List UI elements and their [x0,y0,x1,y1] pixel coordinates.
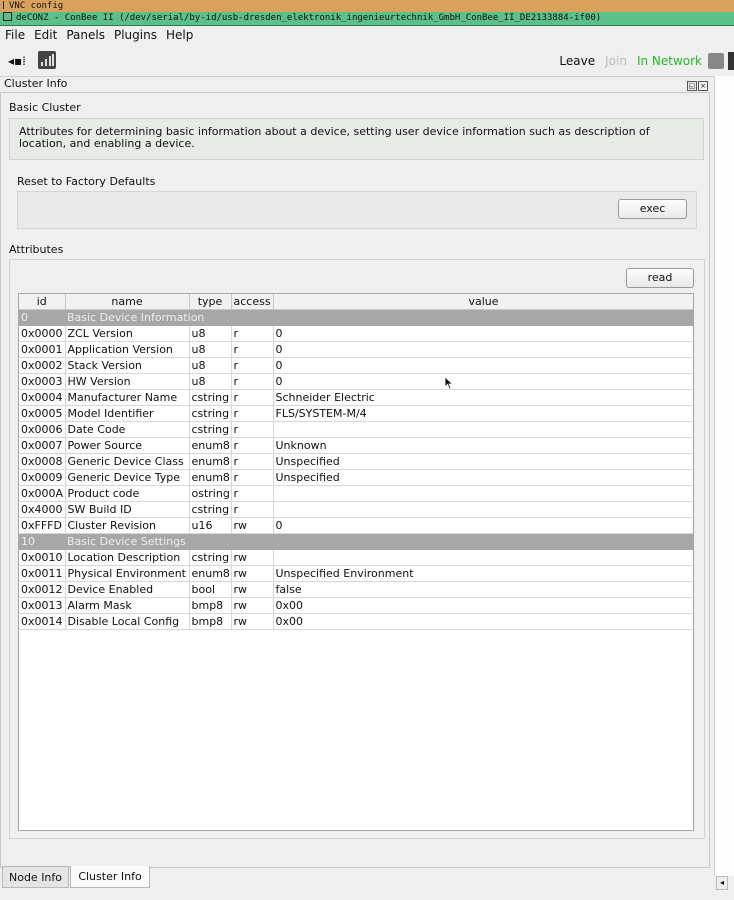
menu-plugins[interactable]: Plugins [113,28,157,42]
group-id: 10 [19,534,65,550]
cell-access: r [231,390,273,406]
cell-access: r [231,342,273,358]
cell-name: Device Enabled [65,582,189,598]
cell-name: SW Build ID [65,502,189,518]
cell-name: Physical Environment [65,566,189,582]
cell-value[interactable]: Schneider Electric [273,390,694,406]
connect-plug-icon[interactable]: ◂▪⁞ [8,54,26,68]
basic-cluster-title: Basic Cluster [9,101,81,114]
cell-id: 0x0007 [19,438,65,454]
table-row[interactable] [19,486,694,502]
cell-id: 0xFFFD [19,518,65,534]
table-row[interactable] [19,470,694,486]
cell-access: r [231,454,273,470]
cell-value[interactable] [273,422,694,438]
window-square-icon[interactable] [3,12,12,21]
read-button[interactable]: read [626,268,694,288]
cell-access: rw [231,550,273,566]
cell-access: r [231,374,273,390]
cell-name: Manufacturer Name [65,390,189,406]
cell-name: Power Source [65,438,189,454]
table-row[interactable] [19,454,694,470]
dock-title: Cluster Info [4,77,68,90]
column-header-type[interactable]: type [189,294,231,310]
table-row[interactable] [19,502,694,518]
menu-help[interactable]: Help [165,28,194,42]
cell-id: 0x0011 [19,566,65,582]
cell-access: rw [231,598,273,614]
cell-id: 0x0009 [19,470,65,486]
cell-value[interactable]: Unspecified Environment [273,566,694,582]
cell-type: u8 [189,342,231,358]
group-name: Basic Device Information [65,310,694,326]
reset-box [17,191,697,229]
column-header-value[interactable]: value [273,294,694,310]
cell-type: cstring [189,390,231,406]
cluster-description: Attributes for determining basic information about a device, setting user device information such as description of location, and enabling a device. [9,118,704,160]
cell-value[interactable]: 0x00 [273,598,694,614]
group-id: 0 [19,310,65,326]
cell-name: Location Description [65,550,189,566]
attributes-table[interactable] [18,293,694,831]
cell-value[interactable]: Unspecified [273,470,694,486]
cell-id: 0x0008 [19,454,65,470]
cell-name: Model Identifier [65,406,189,422]
cell-access: r [231,486,273,502]
cell-value[interactable]: 0 [273,326,694,342]
cell-name: HW Version [65,374,189,390]
cell-access: r [231,358,273,374]
join-button[interactable]: Join [605,54,627,68]
cell-id: 0x000A [21,487,64,500]
cell-id: 0x4000 [19,502,65,518]
cell-id: 0x0000 [19,326,65,342]
dock-title-bar [0,77,710,91]
cell-access: r [231,422,273,438]
column-header-id[interactable]: id [19,294,65,310]
cell-value[interactable]: 0 [273,518,694,534]
table-row[interactable] [19,598,694,614]
cell-value[interactable]: false [273,582,694,598]
tab-cluster-info[interactable]: Cluster Info [70,866,150,888]
cell-access: rw [231,582,273,598]
group-row[interactable] [19,310,694,326]
cell-id: 0x0004 [19,390,65,406]
table-row[interactable] [19,550,694,566]
menu-panels[interactable]: Panels [66,28,105,42]
scroll-left-icon[interactable]: ◂ [716,876,728,890]
cell-name: Cluster Revision [65,518,189,534]
cell-name: Alarm Mask [65,598,189,614]
cell-name: Product code [65,486,189,502]
window-square-icon [3,1,4,9]
table-header [19,294,694,310]
cell-type: cstring [189,550,231,566]
column-header-name[interactable]: name [65,294,189,310]
cell-value[interactable]: 0x00 [273,614,694,630]
cell-value[interactable]: 0 [273,374,694,390]
cell-id: 0x0013 [19,598,65,614]
cell-type: u16 [189,518,231,534]
cell-name: Generic Device Class [65,454,189,470]
cell-name: Application Version [65,342,189,358]
table-row[interactable] [19,374,694,390]
cell-value[interactable]: Unspecified [273,454,694,470]
cell-value[interactable] [273,502,694,518]
menu-bar [0,26,734,44]
cell-id: 0x0003 [19,374,65,390]
attributes-title: Attributes [9,243,64,256]
cell-type: cstring [189,406,231,422]
cell-id: 0x0002 [19,358,65,374]
bottom-tabs [0,866,710,890]
cell-name: Generic Device Type [65,470,189,486]
cell-type: enum8 [189,454,231,470]
table-row[interactable] [19,582,694,598]
menu-edit[interactable]: Edit [34,28,58,42]
right-dock-area [714,76,734,876]
cell-type: u8 [189,374,231,390]
gateway-icon[interactable] [708,53,724,69]
cell-access: rw [231,566,273,582]
cell-type: enum8 [189,470,231,486]
cell-id: 0x0006 [19,422,65,438]
cell-type: cstring [189,502,231,518]
exec-button[interactable]: exec [618,199,687,219]
cell-value[interactable] [273,550,694,566]
table-row[interactable] [19,358,694,374]
cell-type: enum8 [189,566,231,582]
cell-id: 0x0010 [19,550,65,566]
float-icon[interactable]: ◱ [688,82,696,90]
table-row[interactable] [19,390,694,406]
table-row[interactable] [19,422,694,438]
edge-toolbar-icon[interactable] [728,52,734,70]
table-row[interactable] [19,406,694,422]
column-header-access[interactable]: access [231,294,273,310]
cell-type: cstring [189,422,231,438]
cell-name: ZCL Version [65,326,189,342]
table-row[interactable] [19,566,694,582]
cell-id: 0x0014 [19,614,65,630]
tab-node-info[interactable]: Node Info [2,866,69,888]
cell-access: r [231,406,273,422]
cell-type: u8 [189,326,231,342]
signal-chart-icon[interactable] [38,51,56,69]
cell-id: 0x0001 [19,342,65,358]
cell-access: r [231,470,273,486]
cell-value[interactable]: 0 [273,342,694,358]
cell-name: Stack Version [65,358,189,374]
cell-value[interactable] [273,486,694,502]
cell-access: r [231,326,273,342]
menu-file[interactable]: File [5,28,26,42]
cell-access: rw [231,614,273,630]
reset-section-title: Reset to Factory Defaults [17,175,156,188]
cell-value[interactable]: FLS/SYSTEM-M/4 [273,406,694,422]
table-row[interactable] [19,342,694,358]
toolbar [0,44,734,77]
vnc-title: VNC config [9,1,64,11]
cell-value[interactable]: 0 [273,358,694,374]
cell-access: r [231,502,273,518]
close-icon[interactable]: × [698,81,708,91]
group-row[interactable] [19,534,694,550]
cell-type: bool [189,582,231,598]
cell-type: ostring [189,486,231,502]
cell-access: r [231,438,273,454]
cell-name: Date Code [65,422,189,438]
network-status: In Network [636,54,702,68]
table-row[interactable] [19,438,694,454]
table-row[interactable] [19,326,694,342]
table-row[interactable] [19,518,694,534]
group-name: Basic Device Settings [65,534,694,550]
cell-type: bmp8 [189,598,231,614]
cell-id: 0x0012 [19,582,65,598]
cell-type: bmp8 [189,614,231,630]
app-title: deCONZ - ConBee II (/dev/serial/by-id/usb-dresden_elektronik_ingenieurtechnik_GmbH_ConBee_II_DE2133884-if00) [16,13,602,23]
app-title-bar[interactable] [0,12,734,26]
cell-access: rw [231,518,273,534]
cell-type: u8 [189,358,231,374]
leave-button[interactable]: Leave [559,54,596,68]
cell-id: 0x0005 [19,406,65,422]
cell-type: enum8 [189,438,231,454]
cell-value[interactable]: Unknown [273,438,694,454]
cell-name: Disable Local Config [65,614,189,630]
table-row[interactable] [19,614,694,630]
